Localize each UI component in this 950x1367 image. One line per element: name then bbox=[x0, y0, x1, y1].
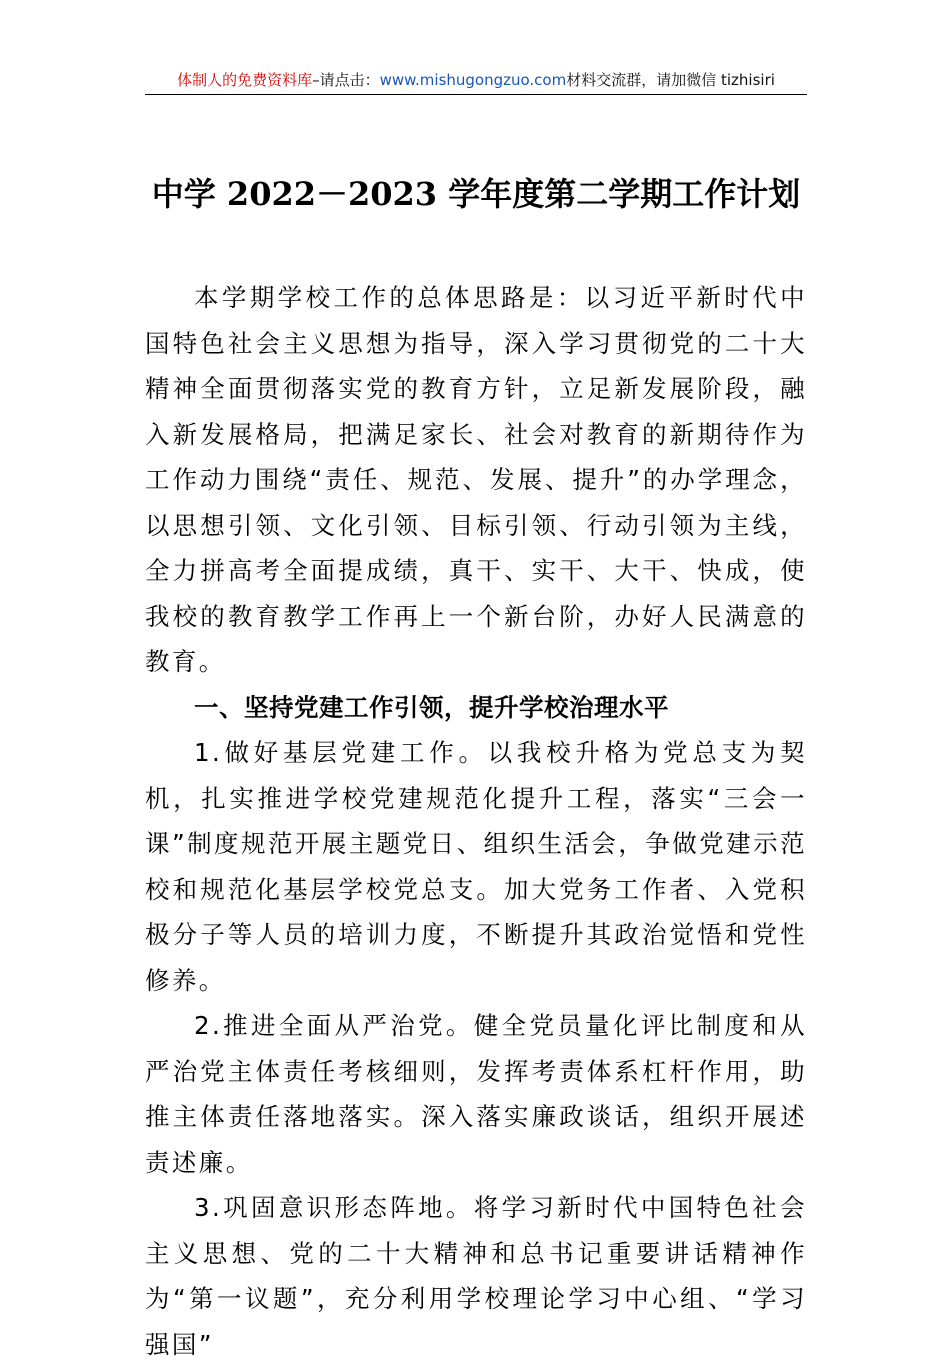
header-contact: 材料交流群，请加微信 tizhisiri bbox=[566, 71, 775, 89]
document-title: 中学 2022－2023 学年度第二学期工作计划 bbox=[151, 175, 801, 213]
header-click-prompt: –请点击： bbox=[312, 71, 380, 89]
page-header bbox=[145, 68, 807, 95]
item-paragraph-2: 2.推进全面从严治党。健全党员量化评比制度和从严治党主体责任考核细则，发挥考责体系杠杆作用，助推主体责任落地落实。深入落实廉政谈话，组织开展述责述廉。 bbox=[145, 1011, 807, 1177]
header-site-name: 体制人的免费资料库 bbox=[177, 71, 313, 89]
intro-paragraph: 本学期学校工作的总体思路是：以习近平新时代中国特色社会主义思想为指导，深入学习贯彻党的二十大精神全面贯彻落实党的教育方针，立足新发展阶段，融入新发展格局，把满足家长、社会对教育的新期待作为工作动力围绕“责任、规范、发展、提升”的办学理念，以思想引领、文化引领、目标引领、行动引领为主线，全力拼高考全面提成绩，真干、实干、大干、快成，使我校的教育教学工作再上一个新台阶，办好人民满意的教育。 bbox=[145, 283, 807, 676]
document-body bbox=[145, 275, 807, 1367]
header-url-link[interactable]: www.mishugongzuo.com bbox=[379, 71, 567, 89]
item-paragraph-1: 1.做好基层党建工作。以我校升格为党总支为契机，扎实推进学校党建规范化提升工程，落实“三会一课”制度规范开展主题党日、组织生活会，争做党建示范校和规范化基层学校党总支。加大党务工作者、入党积极分子等人员的培训力度，不断提升其政治觉悟和党性修养。 bbox=[145, 738, 807, 995]
item-paragraph-3: 3.巩固意识形态阵地。将学习新时代中国特色社会主义思想、党的二十大精神和总书记重要讲话精神作为“第一议题”，充分利用学校理论学习中心组、“学习强国” bbox=[145, 1193, 807, 1359]
section-heading: 一、坚持党建工作引领，提升学校治理水平 bbox=[194, 692, 669, 722]
